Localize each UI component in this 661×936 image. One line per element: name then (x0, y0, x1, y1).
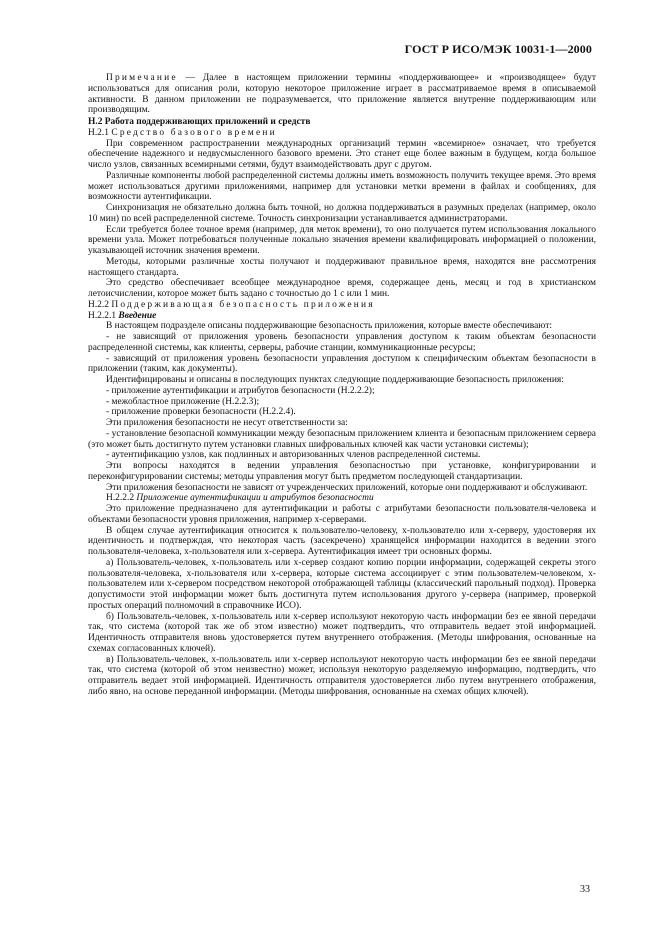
page-number: 33 (580, 884, 590, 895)
note-text: — Далее в настоящем приложении термины «поддерживающее» и «производящее» будут использоваться для описания роли, которую некоторое приложение играет в рассматриваемое время в описываемой активности. В данном приложении не подразумевается, что приложение является внутренне поддерживающим или производящим. (88, 73, 596, 116)
subsection-heading-h222 (88, 493, 596, 504)
subsection-heading-h21 (88, 128, 596, 139)
paragraph: Методы, которыми различные хосты получают и поддерживают правильное время, находятся вне рассмотрения настоящего стандарта. (88, 256, 596, 278)
section-number: H.2.2 (88, 299, 109, 310)
section-title: Приложение аутентификации и атрибутов безопасности (136, 493, 374, 504)
section-title: Поддерживающая безопасность приложения (111, 299, 375, 310)
paragraph: Идентифицированы и описаны в последующих пунктах следующие поддерживающие безопасность приложения: (106, 375, 564, 385)
list-item: а) Пользователь-человек, x-пользователь или x-сервер создают копию порции информации, содержащей секреты этого пользователя-человека, x-пользователя или x-сервера, которые система ассоциирует с этим пользователем-человеком, x-пользователем или x-сервером посредством некоторой отображающей таблицы (классический парольный подход). Проверка допустимости этой информации может быть достигнута путем использования другого y-сервера (например, проверкой простых операций полномочий в справочнике ИСО). (88, 557, 596, 611)
section-title: Средство базового времени (111, 127, 277, 138)
section-number: H.2.2.1 (88, 310, 117, 321)
paragraph: Это приложение предназначено для аутентификации и работы с атрибутами безопасности пользователя-человека и объектами безопасности уровня приложения, например x-серверами. (88, 504, 596, 525)
list-item: - зависящий от приложения уровень безопасности управления доступом к специфическим объектам безопасности в приложении (таким, как документы). (88, 353, 596, 375)
list-item: - аутентификацию узлов, как подлинных и авторизованных членов распределенной системы. (106, 450, 481, 461)
note-paragraph (88, 73, 596, 116)
list-item: - межобластное приложение (H.2.2.3); (106, 396, 260, 407)
document-header: ГОСТ Р ИСО/МЭК 10031-1—2000 (404, 42, 592, 56)
list-item: б) Пользователь-человек, x-пользователь или x-сервер используют некоторую часть информации без ее явной передачи так, что система (которой так же об этом известно) может подтвердить, что отправитель ведает этой информацией. Идентичность отправителя вновь удостоверяется путем внутреннего отображения. (Методы шифрования, основанные на схемах согласованных ключей). (88, 611, 596, 654)
paragraph: Синхронизация не обязательно должна быть точной, но должна поддерживаться в разумных пределах (например, около 10 мин) по всей распределенной системе. Точность синхронизации устанавливается администраторами. (88, 203, 596, 224)
subsection-heading-h22 (88, 300, 596, 311)
list-item: - приложение проверки безопасности (H.2.2.4). (106, 407, 296, 418)
paragraph: В настоящем подразделе описаны поддерживающие безопасность приложения, которые вместе обеспечивают: (106, 321, 552, 332)
section-number: H.2 (88, 117, 103, 127)
paragraph: Это средство обеспечивает всеобщее международное время, содержащее день, месяц и год в христианском летоисчислении, которое может быть задано с точностью до 1 с или 1 мин. (88, 278, 596, 299)
subsection-heading-h221 (88, 311, 596, 322)
list-item: в) Пользователь-человек, x-пользователь или x-сервер используют некоторую часть информации без ее явной передачи так, что система (которой об этом неизвестно) может, используя некоторую разделяемую информацию, подтвердить, что отправитель ведает этой информацией. Идентичность отправителя удостоверяется либо путем внутреннего отображения, либо явно, на основе переданной информации. (Методы шифрования, основанные на схемах общих ключей). (88, 654, 596, 697)
paragraph: В общем случае аутентификация относится к пользователю-человеку, x-пользователю или x-серверу, удостоверяя их идентичность и подтверждая, что некоторая часть (засекречено) хранящейся информации находится в ведении этого пользователя-человека, x-пользователя или x-сервера. Аутентификация имеет три основных формы. (88, 525, 596, 557)
section-title: Введение (118, 310, 157, 321)
section-heading-h2 (88, 117, 596, 128)
list-item: - установление безопасной коммуникации между безопасным приложением клиента и безопасным приложением сервера (это может быть достигнуто путем установки главных шифровальных ключей как части установки системы); (88, 428, 596, 450)
paragraph: Эти вопросы находятся в ведении управления безопасностью при установке, конфигурировании и переконфигурировании системы; методы управления могут быть предметом последующей стандартизации. (88, 461, 596, 482)
paragraph: Эти приложения безопасности не несут ответственности за: (106, 418, 348, 428)
paragraph: Если требуется более точное время (например, для меток времени), то оно получается путем использования локального времени узла. Может потребоваться полученные локально значения времени квалифицировать информацией о положении, указывающей источник значения времени. (88, 224, 596, 256)
list-item: - приложение аутентификации и атрибутов безопасности (H.2.2.2); (106, 385, 375, 396)
list-item: - не зависящий от приложения уровень безопасности управления доступом к таким объектам безопасности распределенной системы, как клиенты, серверы, рабочие станции, коммуникационные ресурсы; (88, 332, 596, 353)
paragraph: Эти приложения безопасности не зависят от учрежденческих приложений, которые они поддерживают и обслуживают. (106, 482, 588, 493)
section-title: Работа поддерживающих приложений и средств (104, 117, 311, 127)
section-number: H.2.2.2 (106, 493, 135, 504)
paragraph: При современном распространении международных организаций термин «всемирное» означает, что требуется обеспечение надежного и недвусмысленного базового времени. Это станет еще более важным в будущем, когда большое число узлов, связанных всемирными сетями, будут взаимодействовать друг с другом. (88, 138, 596, 170)
note-label: Примечание (106, 73, 178, 83)
section-number: H.2.1 (88, 127, 109, 138)
document-body (88, 73, 596, 698)
paragraph: Различные компоненты любой распределенной системы должны иметь возможность получить текущее время. Это время может использоваться другими приложениями, например для установки метки времени в файлах и сообщениях, для возможности аутентификации. (88, 170, 596, 203)
